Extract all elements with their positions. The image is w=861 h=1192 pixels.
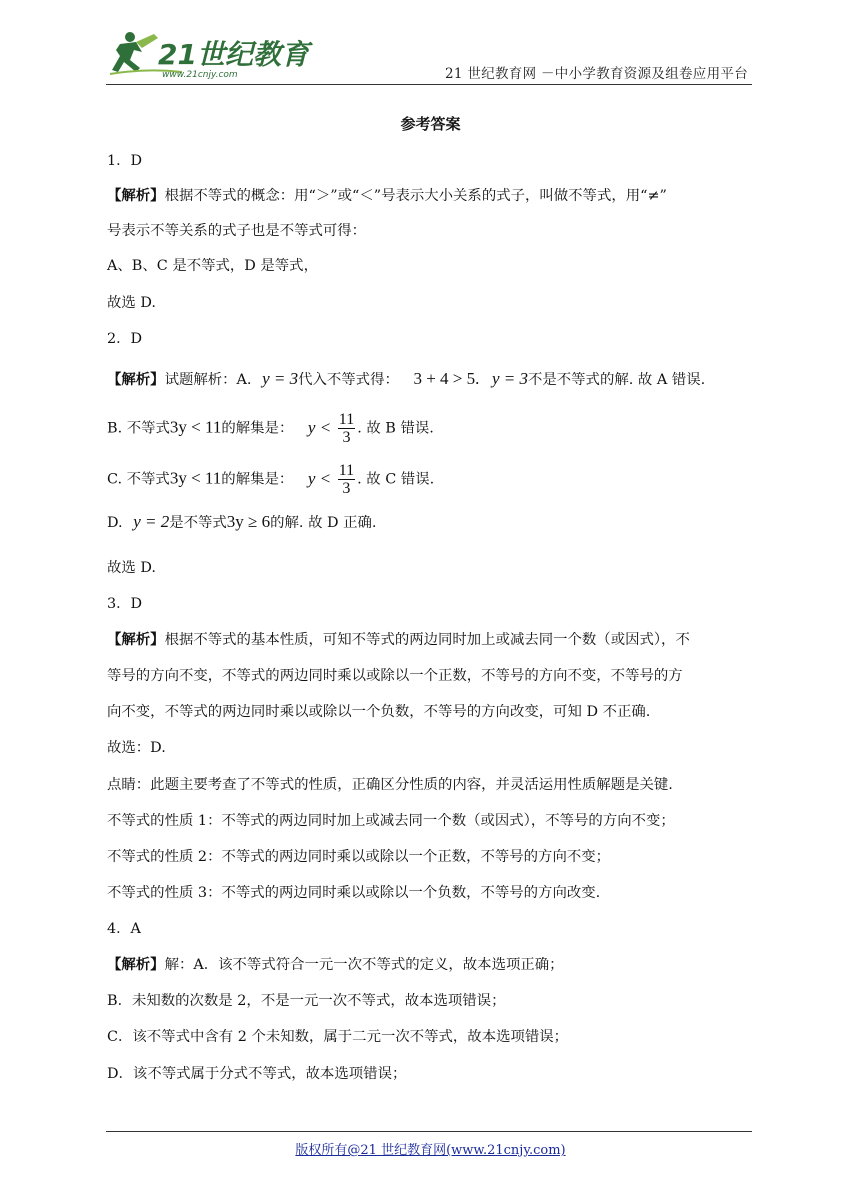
q1-answer: 1．D xyxy=(107,153,143,169)
analysis-tag: 【解析】 xyxy=(107,188,165,204)
site-logo xyxy=(106,28,309,80)
q3-conclusion: 故选：D. xyxy=(107,740,166,756)
q3-property-1: 不等式的性质 1：不等式的两边同时加上或减去同一个数（或因式），不等号的方向不变； xyxy=(107,813,675,829)
q3-comment: 点睛：此题主要考查了不等式的性质，正确区分性质的内容，并灵活运用性质解题是关键. xyxy=(107,777,673,793)
q4-analysis-line2: B．未知数的次数是 2，不是一元一次不等式，故本选项错误； xyxy=(107,993,506,1009)
analysis-tag: 【解析】 xyxy=(107,957,165,973)
q2-option-d: D. y = 2是不等式3y ≥ 6的解. 故 D 正确. xyxy=(107,512,377,531)
analysis-tag: 【解析】 xyxy=(107,632,165,648)
copyright-link[interactable]: 版权所有@21 世纪教育网(www.21cnjy.com) xyxy=(295,1143,566,1158)
q4-analysis-line1: 【解析】解：A．该不等式符合一元一次不等式的定义，故本选项正确； xyxy=(107,957,564,973)
site-slogan: 21 世纪教育网 －中小学教育资源及组卷应用平台 xyxy=(445,66,748,82)
q3-property-3: 不等式的性质 3：不等式的两边同时乘以或除以一个负数，不等号的方向改变. xyxy=(107,885,601,901)
q1-analysis-line3: A、B、C 是不等式，D 是等式， xyxy=(107,258,318,274)
logo-text: 21世纪教育 xyxy=(158,38,309,71)
q4-answer: 4．A xyxy=(107,921,141,937)
q2-answer: 2．D xyxy=(107,331,143,347)
q3-analysis-line3: 向不变，不等式的两边同时乘以或除以一个负数，不等号的方向改变，可知 D 不正确. xyxy=(107,704,651,720)
q1-analysis-line1: 【解析】根据不等式的概念：用“＞”或“＜”号表示大小关系的式子，叫做不等式，用“≠” xyxy=(107,188,667,204)
q3-answer: 3．D xyxy=(107,596,143,612)
q1-conclusion: 故选 D. xyxy=(107,295,156,311)
logo-url: www.21cnjy.com xyxy=(162,70,238,80)
q2-option-a: 【解析】试题解析：A. y = 3代入不等式得： 3 + 4 > 5. y = 3不是不等式的解. 故 A 错误. xyxy=(107,369,706,388)
q1-analysis-line2: 号表示不等关系的式子也是不等式可得： xyxy=(107,223,367,239)
page-title: 参考答案 xyxy=(400,115,461,133)
q4-analysis-line4: D．该不等式属于分式不等式，故本选项错误； xyxy=(107,1066,407,1082)
q3-property-2: 不等式的性质 2：不等式的两边同时乘以或除以一个正数，不等号的方向不变； xyxy=(107,849,611,865)
header-divider xyxy=(106,84,752,85)
q3-analysis-line1: 【解析】根据不等式的基本性质，可知不等式的两边同时加上或减去同一个数（或因式），不 xyxy=(107,632,690,648)
q2-conclusion: 故选 D. xyxy=(107,560,156,576)
footer-divider xyxy=(106,1131,752,1132)
q2-option-b: B. 不等式3y < 11的解集是： y < $\frac{11}{3}$ . 故 B 错误. xyxy=(107,411,434,446)
q3-analysis-line2: 等号的方向不变，不等式的两边同时乘以或除以一个正数，不等号的方向不变，不等号的方 xyxy=(107,668,683,684)
fraction: $\frac{11}{3}$ xyxy=(338,411,355,446)
q4-analysis-line3: C．该不等式中含有 2 个未知数，属于二元一次不等式，故本选项错误； xyxy=(107,1029,569,1045)
page-header xyxy=(106,26,752,84)
q2-option-c: C. 不等式3y < 11的解集是： y < $\frac{11}{3}$ . 故 C 错误. xyxy=(107,462,435,497)
fraction: $\frac{11}{3}$ xyxy=(338,462,355,497)
analysis-tag: 【解析】 xyxy=(107,372,165,388)
